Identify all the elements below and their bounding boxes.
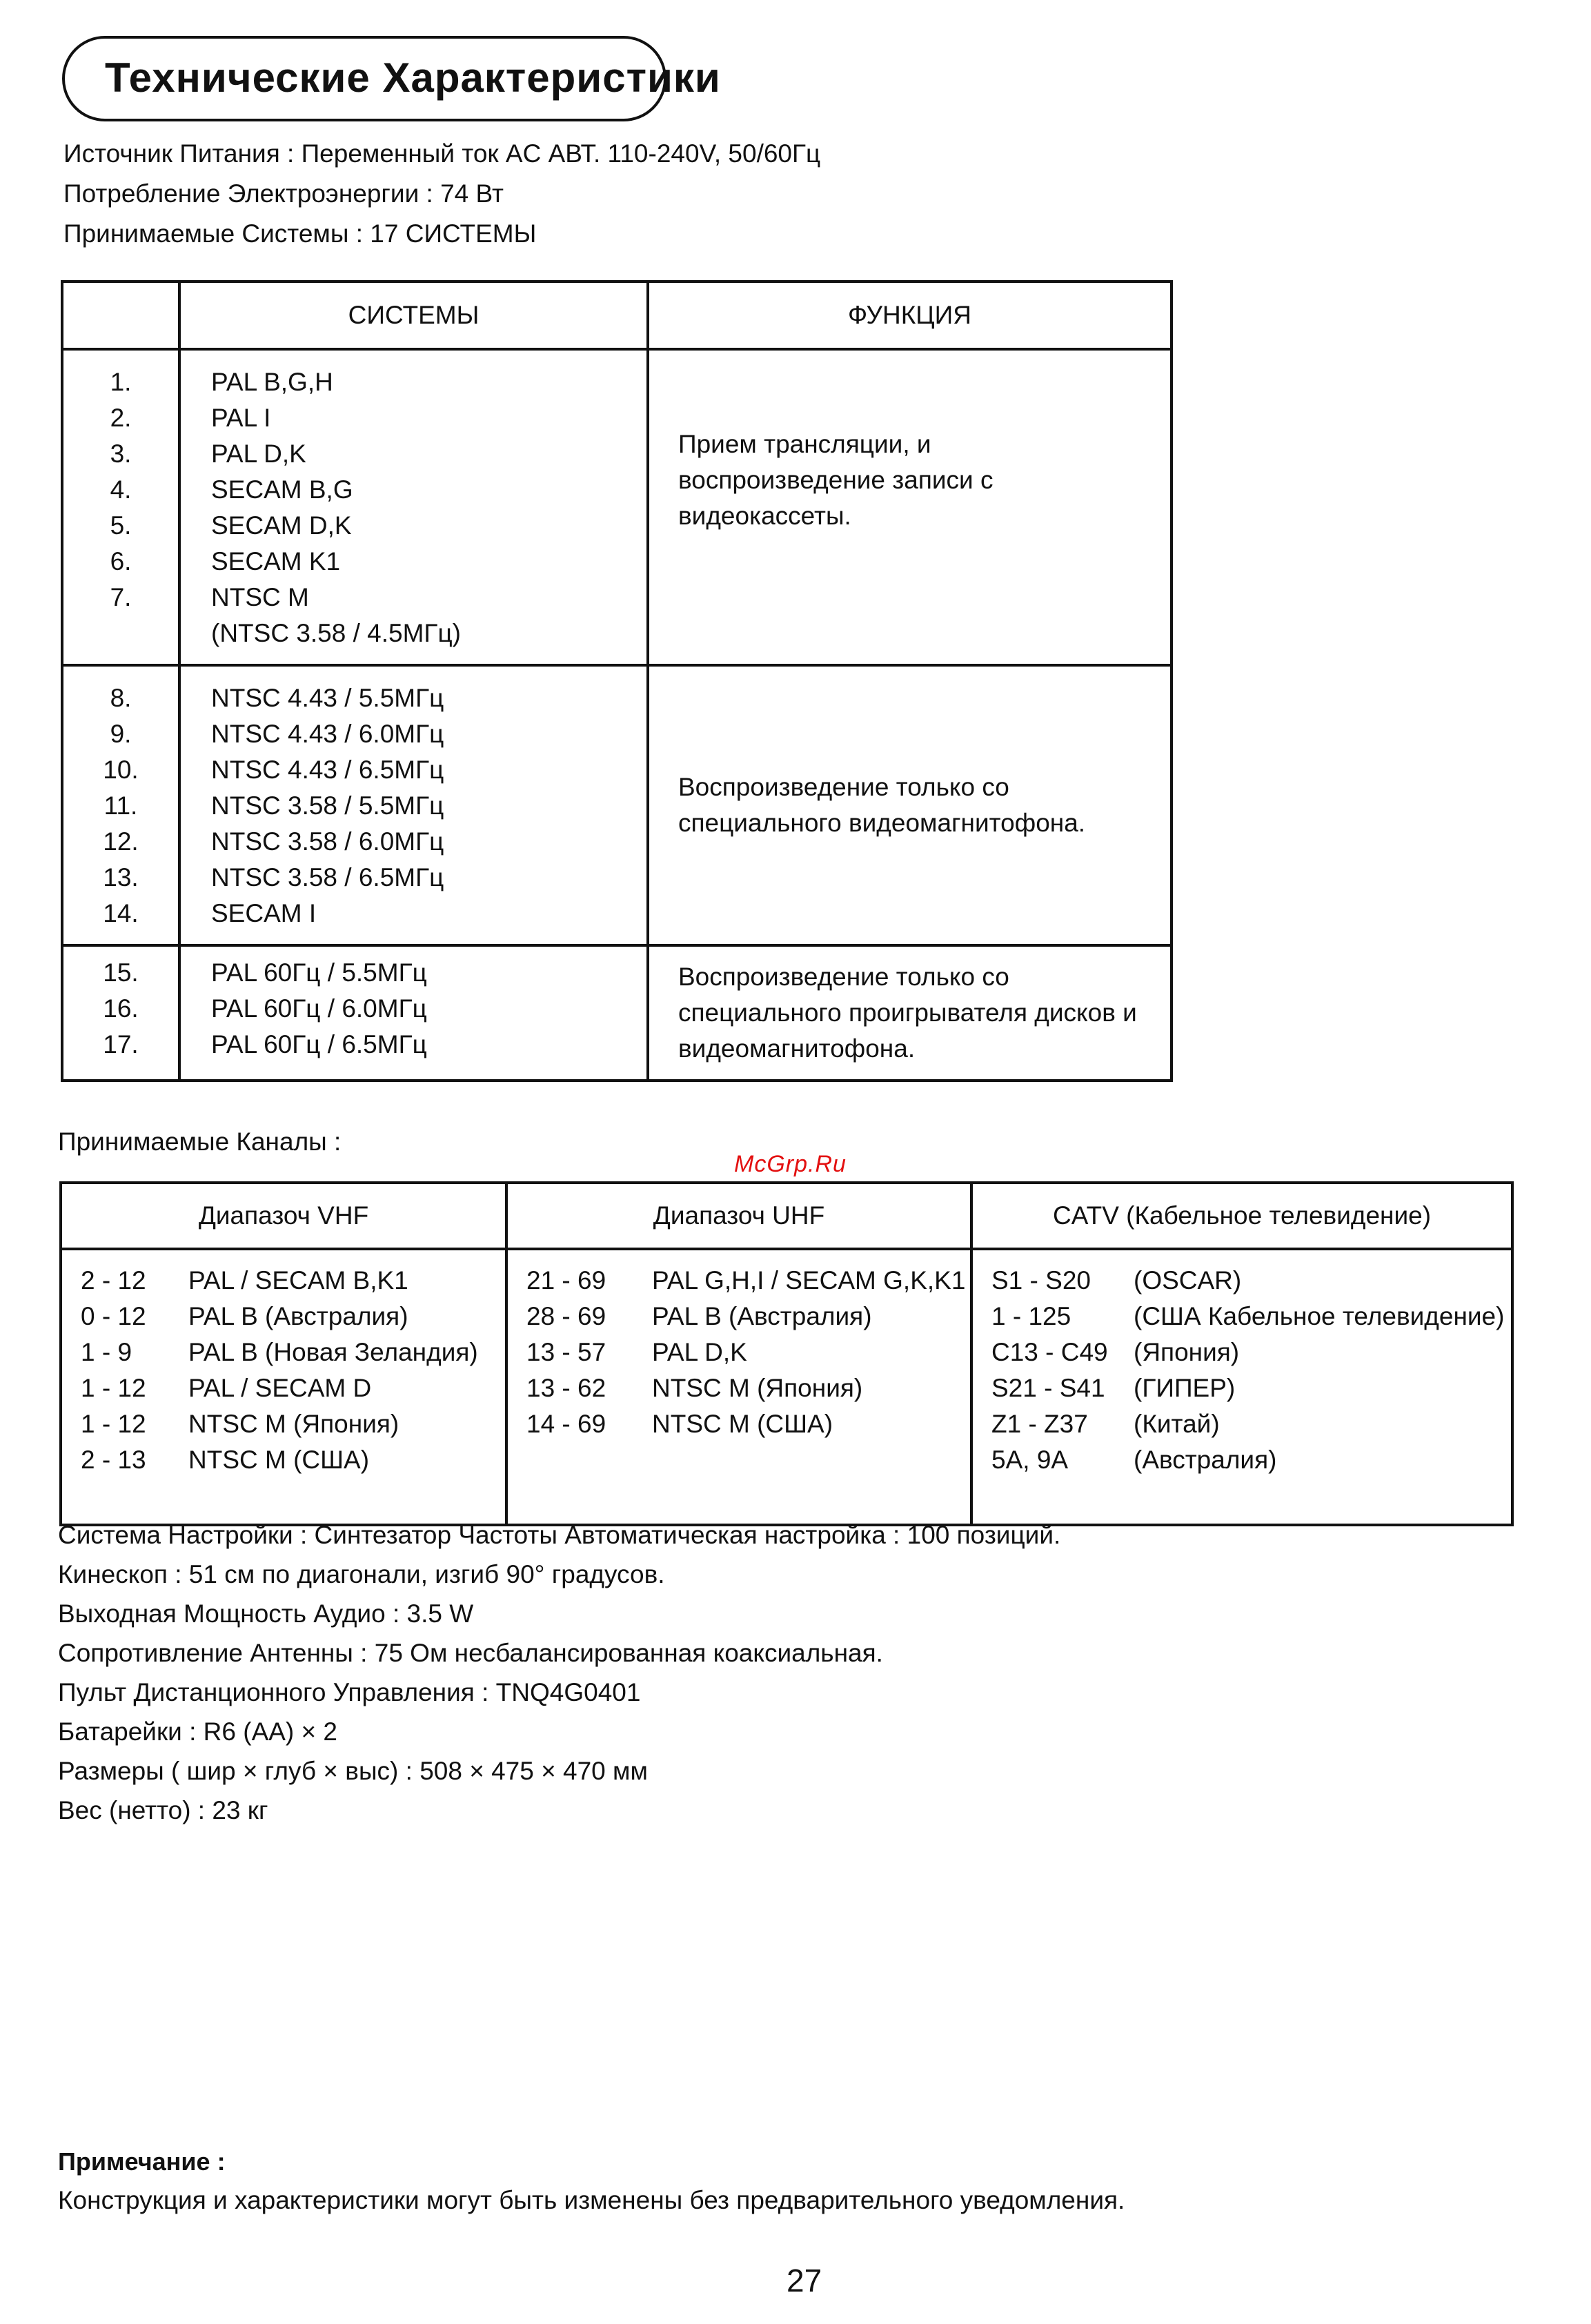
spec-power-source: Источник Питания : Переменный ток AC АВТ. 110-240V, 50/60Гц (63, 139, 821, 168)
row-number: 17. (103, 1030, 139, 1058)
vhf-cell (61, 1249, 506, 1525)
row-number (64, 616, 177, 651)
group-3-systems (179, 945, 648, 1081)
channel-range: 1 - 12 (81, 1374, 146, 1402)
system-name: NTSC 3.58 / 6.5МГц (211, 863, 444, 892)
spec-dimensions: Размеры ( шир × глуб × выс) : 508 × 475 × 470 мм (58, 1757, 648, 1785)
system-name: (NTSC 3.58 / 4.5МГц) (211, 619, 461, 647)
spec-remote-control: Пульт Дистанционного Управления : TNQ4G0401 (58, 1678, 641, 1706)
row-number: 15. (103, 958, 139, 987)
channel-range: 2 - 13 (81, 1446, 146, 1474)
channel-system: NTSC M (Япония) (188, 1410, 399, 1438)
system-name: PAL 60Гц / 6.0МГц (211, 994, 427, 1023)
system-name: SECAM D,K (211, 511, 352, 540)
channel-range: 5A, 9A (991, 1446, 1069, 1474)
title-capsule (62, 36, 721, 121)
channel-range: 13 - 57 (526, 1338, 606, 1366)
row-number: 11. (103, 791, 138, 820)
header-function: ФУНКЦИЯ (648, 282, 1172, 349)
system-name: NTSC 3.58 / 6.0МГц (211, 827, 444, 856)
header-catv: CATV (Кабельное телевидение) (971, 1183, 1512, 1249)
row-number: 3. (110, 440, 132, 468)
system-name: PAL 60Гц / 6.5МГц (211, 1030, 427, 1058)
row-number: 5. (110, 511, 132, 540)
channel-range: 1 - 9 (81, 1338, 132, 1366)
page-title: Технические Характеристики (105, 55, 721, 101)
group-1-numbers (62, 349, 179, 665)
channel-system: (США Кабельное телевидение) (1134, 1302, 1505, 1330)
system-name: PAL I (211, 404, 271, 432)
channels-table (59, 1181, 1514, 1526)
channel-system: PAL D,K (652, 1338, 747, 1366)
system-name: PAL 60Гц / 5.5МГц (211, 958, 427, 987)
channel-system: (ГИПЕР) (1134, 1374, 1236, 1402)
systems-group-2 (62, 665, 1172, 945)
spec-weight: Вес (нетто) : 23 кг (58, 1796, 268, 1824)
system-name: NTSC 4.43 / 5.5МГц (211, 684, 444, 712)
group-2-numbers (62, 665, 179, 945)
spec-batteries: Батарейки : R6 (AA) × 2 (58, 1717, 337, 1746)
channel-system: (Япония) (1134, 1338, 1240, 1366)
row-number: 1. (110, 368, 132, 396)
systems-group-3 (62, 945, 1172, 1081)
channels-table-header (61, 1183, 1512, 1249)
group-2-function: Воспроизведение только со специального видеомагнитофона. (648, 665, 1172, 945)
spec-power-consumption: Потребление Электроэнергии : 74 Вт (63, 179, 504, 208)
header-number (62, 282, 179, 349)
note-title: Примечание : (58, 2147, 226, 2176)
system-name: NTSC 3.58 / 5.5МГц (211, 791, 444, 820)
channel-system: NTSC M (Япония) (652, 1374, 863, 1402)
channel-range: 1 - 12 (81, 1410, 146, 1438)
spec-audio-output: Выходная Мощность Аудио : 3.5 W (58, 1599, 474, 1628)
channel-range: 0 - 12 (81, 1302, 146, 1330)
row-number: 7. (110, 583, 132, 611)
system-name: PAL D,K (211, 440, 306, 468)
spec-picture-tube: Кинескоп : 51 см по диагонали, изгиб 90° градусов. (58, 1560, 665, 1588)
row-number: 14. (103, 899, 139, 927)
system-name: NTSC 4.43 / 6.5МГц (211, 756, 444, 784)
channel-range: 2 - 12 (81, 1266, 146, 1294)
channel-system: NTSC M (США) (188, 1446, 370, 1474)
channel-system: PAL / SECAM B,K1 (188, 1266, 408, 1294)
channel-system: PAL B (Австралия) (652, 1302, 872, 1330)
header-uhf: Диапазоч UHF (506, 1183, 971, 1249)
note-text: Конструкция и характеристики могут быть изменены без предварительного уведомления. (58, 2186, 1125, 2214)
row-number: 2. (110, 404, 132, 432)
channel-range: 28 - 69 (526, 1302, 606, 1330)
row-number: 16. (103, 994, 139, 1023)
channel-range: 13 - 62 (526, 1374, 606, 1402)
row-number: 6. (110, 547, 132, 575)
channel-range: 21 - 69 (526, 1266, 606, 1294)
channel-system: (Китай) (1134, 1410, 1220, 1438)
row-number: 8. (110, 684, 132, 712)
group-3-numbers (62, 945, 179, 1081)
row-number: 13. (103, 863, 139, 892)
page-number: 27 (787, 2263, 822, 2298)
system-name: NTSC M (211, 583, 309, 611)
row-number: 4. (110, 475, 132, 504)
system-name: SECAM I (211, 899, 317, 927)
channel-range: 1 - 125 (991, 1302, 1071, 1330)
system-name: NTSC 4.43 / 6.0МГц (211, 720, 444, 748)
spec-antenna-impedance: Сопротивление Антенны : 75 Ом несбалансированная коаксиальная. (58, 1639, 883, 1667)
group-1-function: Прием трансляции, и воспроизведение записи с видеокассеты. (648, 349, 1172, 665)
channel-system: PAL B (Австралия) (188, 1302, 408, 1330)
systems-group-1 (62, 349, 1172, 665)
channel-system: (Австралия) (1134, 1446, 1277, 1474)
group-1-systems (179, 349, 648, 665)
spec-tuning-system: Система Настройки : Синтезатор Частоты Автоматическая настройка : 100 позиций. (58, 1521, 1061, 1549)
system-name: SECAM B,G (211, 475, 353, 504)
system-name: PAL B,G,H (211, 368, 333, 396)
watermark-text: McGrp.Ru (734, 1151, 847, 1177)
channel-system: (OSCAR) (1134, 1266, 1242, 1294)
spec-received-systems: Принимаемые Системы : 17 СИСТЕМЫ (63, 219, 537, 248)
system-name: SECAM K1 (211, 547, 341, 575)
channel-range: C13 - C49 (991, 1338, 1108, 1366)
channel-range: S21 - S41 (991, 1374, 1105, 1402)
header-systems: СИСТЕМЫ (179, 282, 648, 349)
channel-system: PAL B (Новая Зеландия) (188, 1338, 478, 1366)
systems-table (61, 280, 1173, 1082)
channel-system: PAL G,H,I / SECAM G,K,K1 (652, 1266, 966, 1294)
row-number: 12. (103, 827, 139, 856)
channel-system: PAL / SECAM D (188, 1374, 372, 1402)
channels-table-body (61, 1249, 1512, 1525)
header-vhf: Диапазоч VHF (61, 1183, 506, 1249)
uhf-cell (506, 1249, 971, 1525)
channel-range: Z1 - Z37 (991, 1410, 1088, 1438)
channel-system: NTSC M (США) (652, 1410, 833, 1438)
systems-table-header (62, 282, 1172, 349)
row-number: 10. (103, 756, 139, 784)
channels-label: Принимаемые Каналы : (58, 1127, 342, 1156)
group-3-function: Воспроизведение только со специального проигрывателя дисков и видеомагнитофона. (648, 945, 1172, 1081)
channel-range: 14 - 69 (526, 1410, 606, 1438)
row-number: 9. (110, 720, 132, 748)
catv-cell (971, 1249, 1512, 1525)
channel-range: S1 - S20 (991, 1266, 1091, 1294)
group-2-systems (179, 665, 648, 945)
